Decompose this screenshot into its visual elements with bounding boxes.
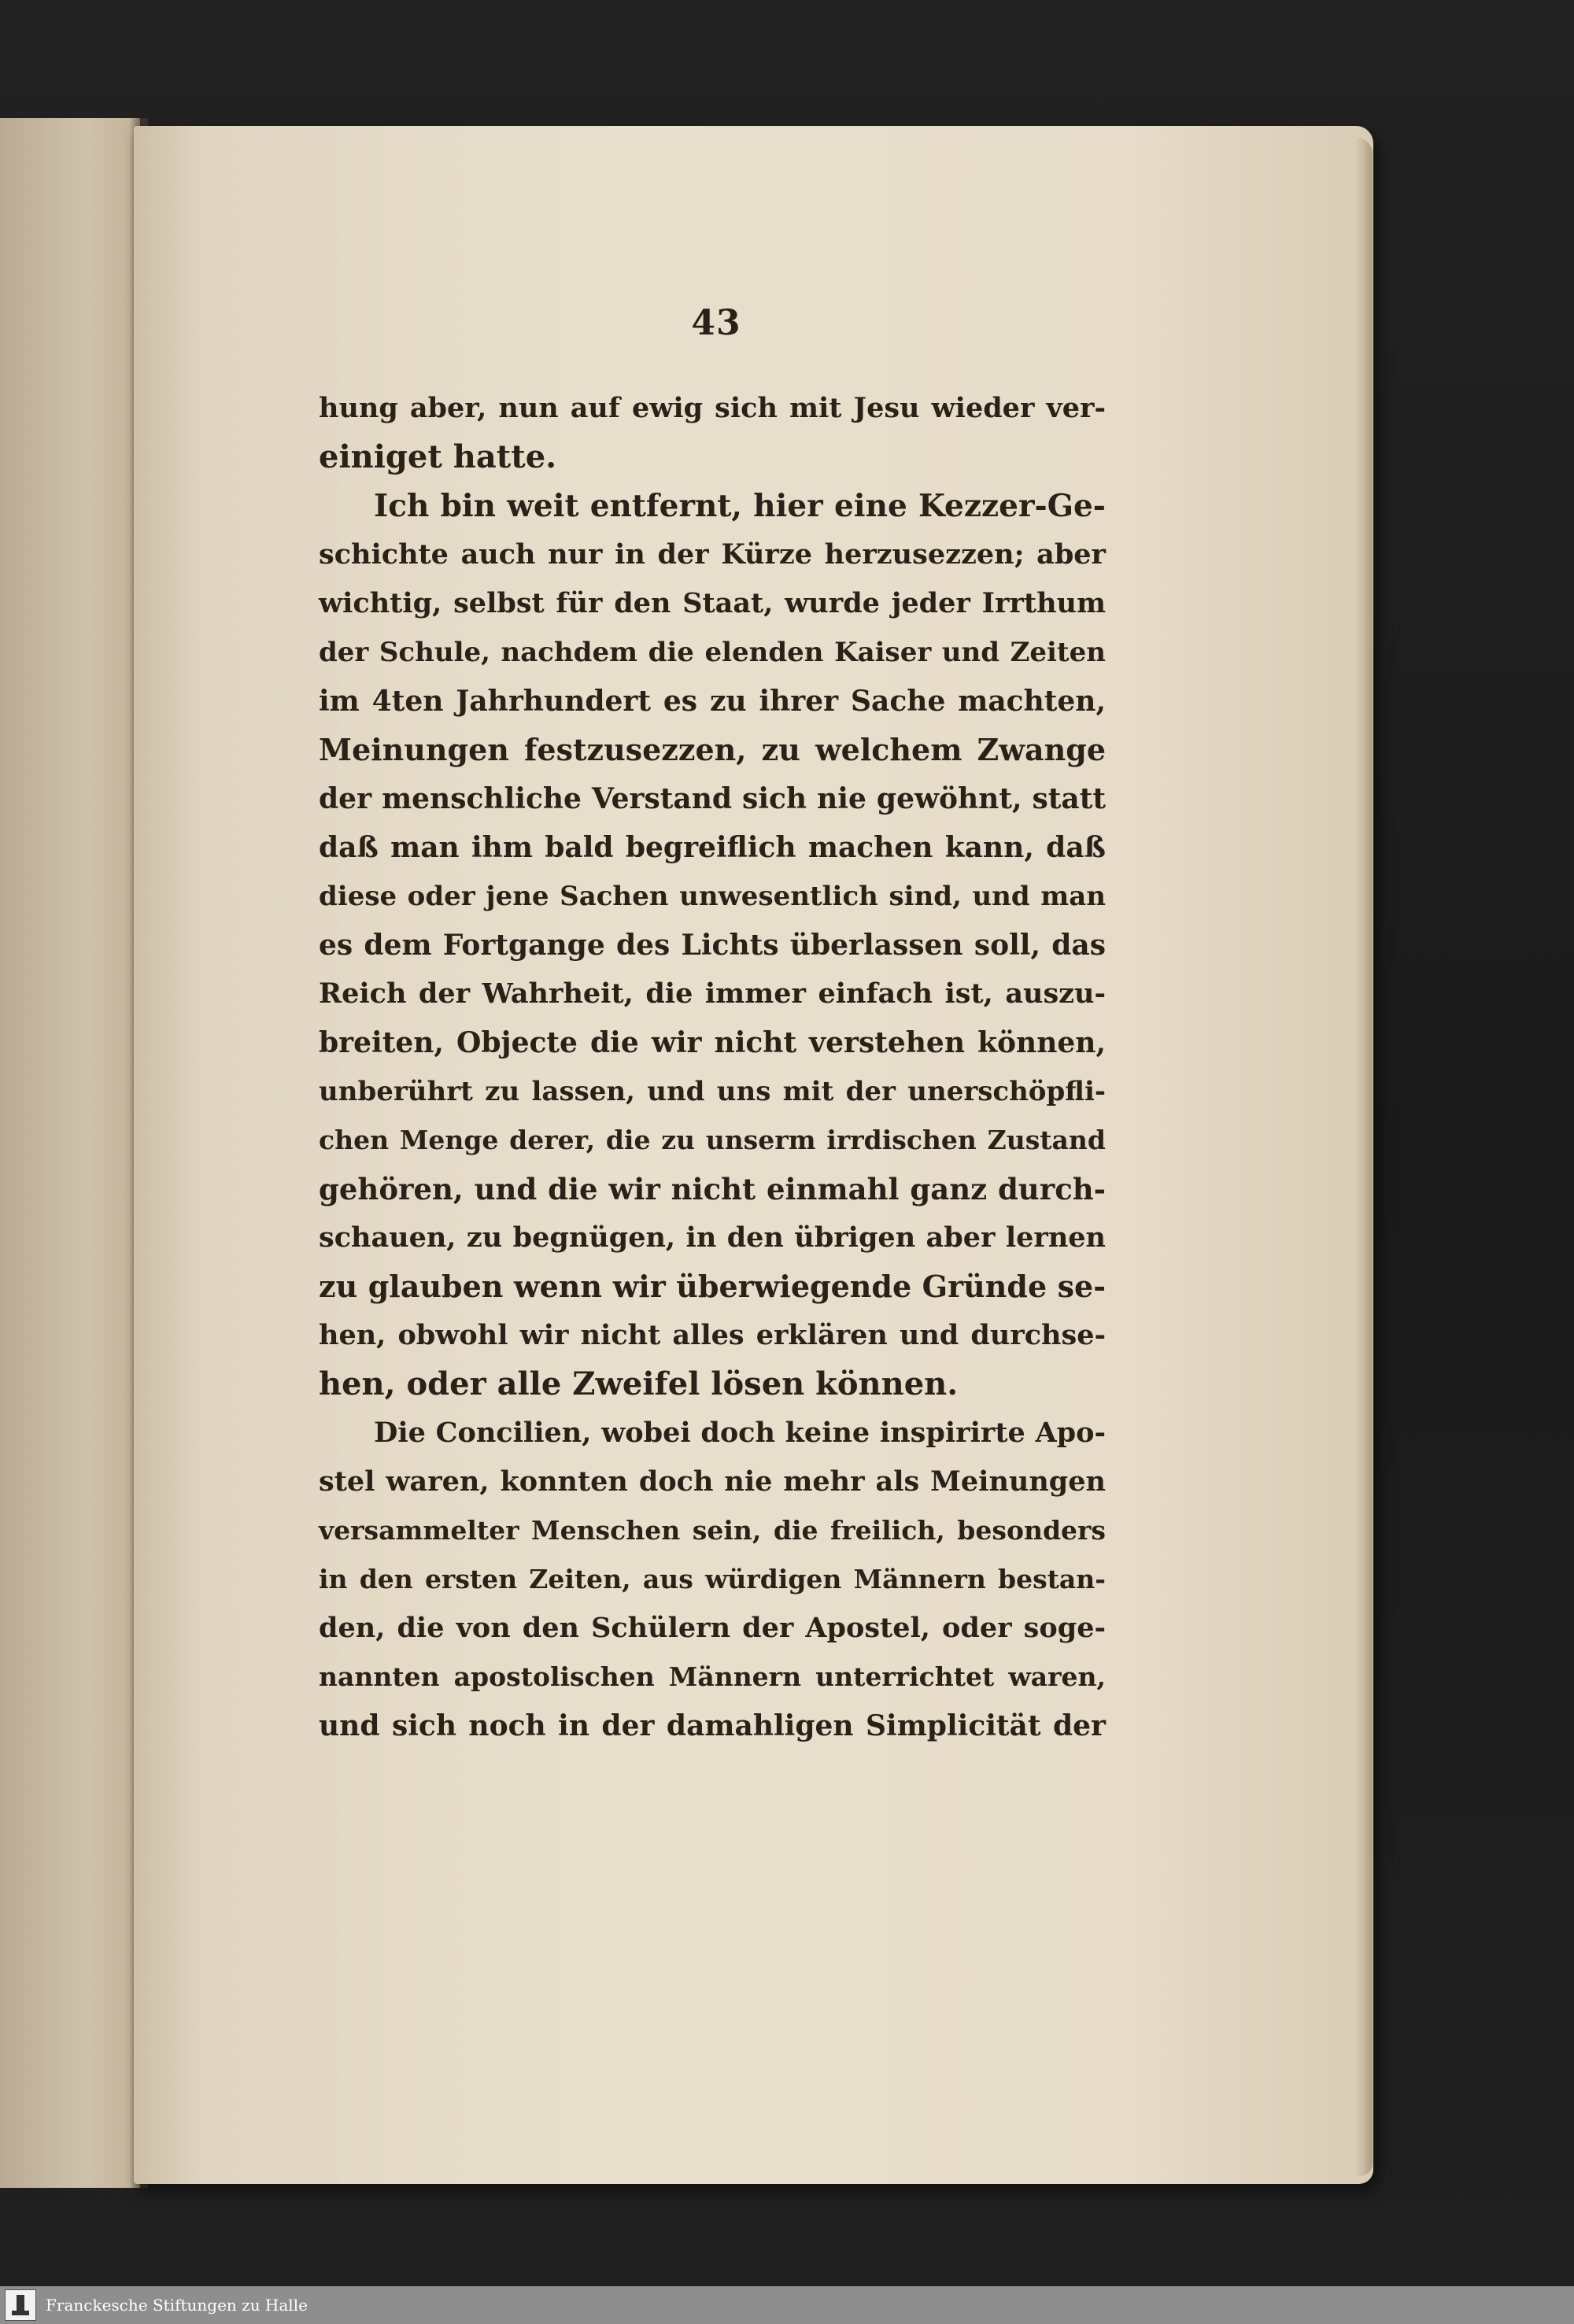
text-line: unberührt zu lassen, und uns mit der unerschöpfli- — [319, 1076, 1106, 1107]
page-fore-edge — [1355, 138, 1373, 2176]
text-line: hen, oder alle Zweifel lösen können. — [319, 1365, 959, 1402]
text-line: breiten, Objecte die wir nicht verstehen können, — [319, 1026, 1106, 1059]
text-line: im 4ten Jahrhundert es zu ihrer Sache machten, — [319, 685, 1106, 718]
text-line: daß man ihm bald begreiflich machen kann, daß — [319, 831, 1106, 864]
text-line: der Schule, nachdem die elenden Kaiser und Zeiten — [319, 637, 1106, 668]
institution-label: Franckesche Stiftungen zu Halle — [46, 2296, 308, 2315]
text-line: chen Menge derer, die zu unserm irrdischen Zustand — [319, 1125, 1106, 1155]
text-line: und sich noch in der damahligen Simplicität der — [319, 1709, 1106, 1742]
page-number: 43 — [691, 303, 741, 343]
text-line: Reich der Wahrheit, die immer einfach ist, auszu- — [319, 977, 1106, 1010]
text-line: versammelter Menschen sein, die freilich, besonders — [319, 1515, 1106, 1546]
text-line: den, die von den Schülern der Apostel, oder soge- — [319, 1612, 1106, 1644]
text-line: der menschliche Verstand sich nie gewöhnt, statt — [319, 782, 1106, 815]
text-line: stel waren, konnten doch nie mehr als Meinungen — [319, 1465, 1106, 1498]
text-line: in den ersten Zeiten, aus würdigen Männern bestan- — [319, 1564, 1106, 1594]
text-line: wichtig, selbst für den Staat, wurde jeder Irrthum — [319, 587, 1106, 619]
text-line: hung aber, nun auf ewig sich mit Jesu wieder ver- — [319, 392, 1106, 424]
text-line: gehören, und die wir nicht einmahl ganz durch- — [319, 1172, 1106, 1206]
text-line: diese oder jene Sachen unwesentlich sind, und man — [319, 881, 1106, 912]
text-line: Die Concilien, wobei doch keine inspirirte Apo- — [374, 1417, 1106, 1449]
text-line: hen, obwohl wir nicht alles erklären und durchse- — [319, 1319, 1106, 1351]
institution-logo-icon — [5, 2289, 36, 2321]
text-line: nannten apostolischen Männern unterrichtet waren, — [319, 1661, 1106, 1692]
viewer-footer — [0, 2286, 1574, 2324]
body-text — [319, 384, 1106, 1753]
text-line: Ich bin weit entfernt, hier eine Kezzer-Ge- — [374, 488, 1106, 524]
previous-page-edge — [0, 118, 143, 2188]
text-line: schauen, zu begnügen, in den übrigen aber lernen — [319, 1221, 1106, 1254]
text-line: es dem Fortgange des Lichts überlassen soll, das — [319, 929, 1106, 962]
text-line: Meinungen festzusezzen, zu welchem Zwange — [319, 732, 1106, 767]
text-line: schichte auch nur in der Kürze herzusezzen; aber — [319, 538, 1106, 571]
text-line: einiget hatte. — [319, 438, 557, 475]
text-line: zu glauben wenn wir überwiegende Gründe se- — [319, 1269, 1106, 1304]
